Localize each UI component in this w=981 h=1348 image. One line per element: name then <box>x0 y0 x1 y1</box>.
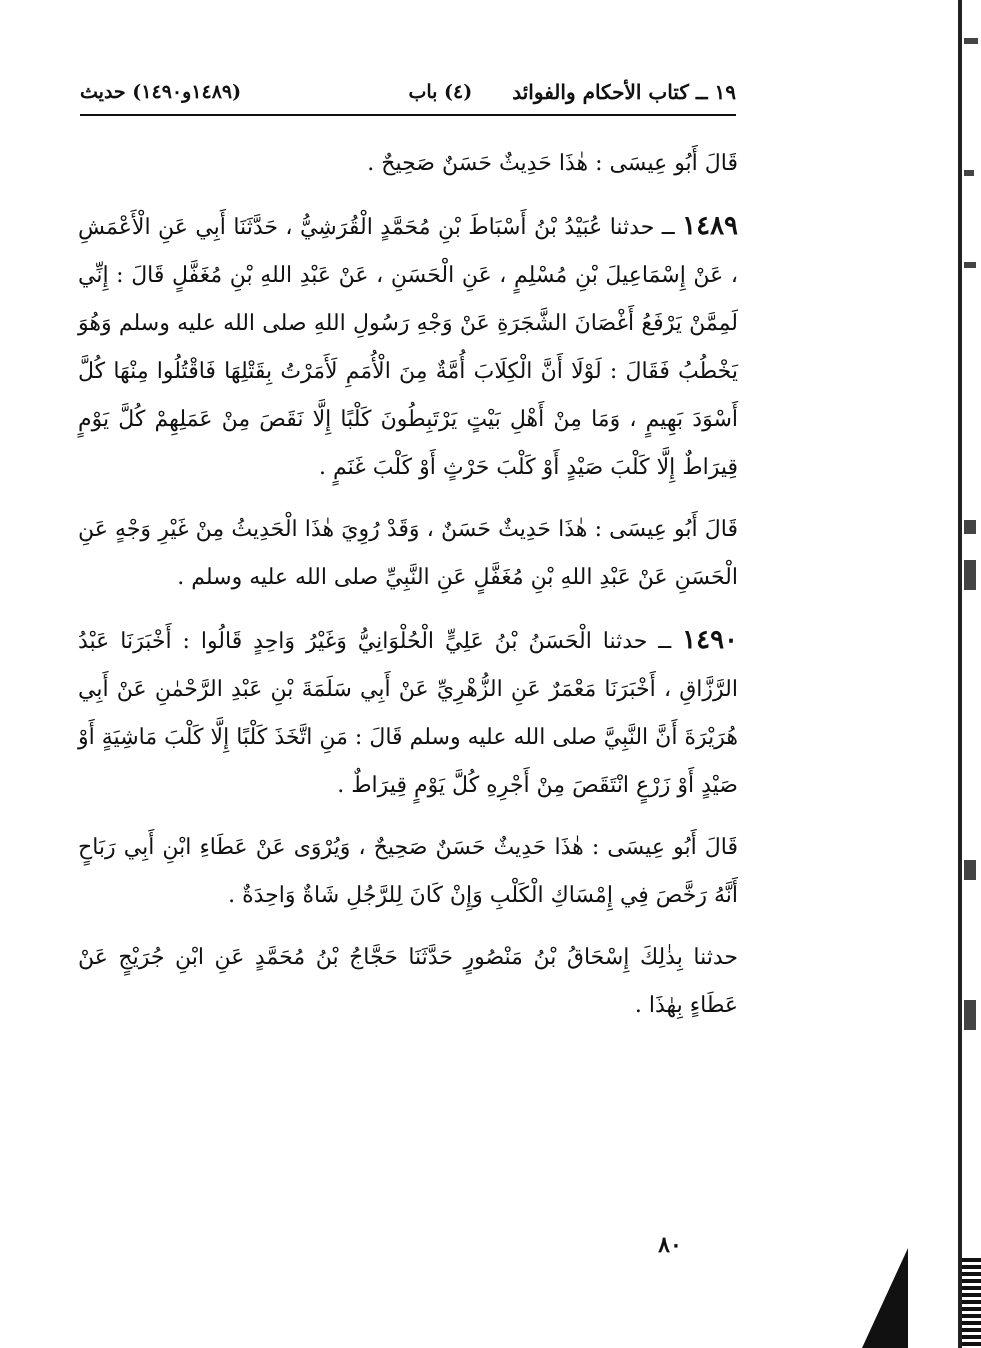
paragraph <box>78 140 738 188</box>
scan-edge-line <box>958 0 962 1348</box>
scan-mark <box>964 520 976 534</box>
paragraph-text: قَالَ أَبُو عِيسَى : هٰذَا حَدِيثٌ حَسَنٌ صَحِيحٌ ، وَيُرْوَى عَنْ عَطَاءِ ابْنِ أَبِي رَبَاحٍ أَنَّهُ رَخَّصَ فِي إِمْسَاكِ الْكَلْبِ وَإِنْ كَانَ لِلرَّجُلِ شَاةٌ وَاحِدَةٌ . <box>78 835 738 908</box>
chapter-label: (٤) باب <box>408 81 473 103</box>
hadith-paragraph <box>78 202 738 492</box>
scan-corner-shadow <box>862 1248 908 1348</box>
scan-mark <box>964 262 976 268</box>
paragraph <box>78 934 738 1030</box>
hadith-paragraph <box>78 616 738 810</box>
scan-mark <box>964 38 978 44</box>
paragraph-text: ــ حدثنا الْحَسَنُ بْنُ عَلِيٍّ الْحُلْوَانِيُّ وَغَيْرُ وَاحِدٍ قَالُوا : أَخْبَرَنَا عَبْدُ الرَّزَّاقِ ، أَخْبَرَنَا مَعْمَرٌ عَنِ الزُّهْرِيِّ عَنْ أَبِي سَلَمَةَ بْنِ عَبْدِ الرَّحْمٰنِ عَنْ أَبِي هُرَيْرَةَ أَنَّ النَّبِيَّ صلى الله عليه وسلم قَالَ : مَنِ اتَّخَذَ كَلْبًا إِلَّا كَلْبَ مَاشِيَةٍ أَوْ صَيْدٍ أَوْ زَرْعٍ انْتَقَصَ مِنْ أَجْرِهِ كُلَّ يَوْمٍ قِيرَاطٌ . <box>78 629 738 798</box>
paragraph-text: حدثنا بِذٰلِكَ إِسْحَاقُ بْنُ مَنْصُورٍ حَدَّثَنَا حَجَّاجُ بْنُ مُحَمَّدٍ عَنِ ابْنِ جُرَيْجٍ عَنْ عَطَاءٍ بِهٰذَا . <box>78 945 738 1018</box>
hadith-range: (١٤٨٩و١٤٩٠) حديث <box>80 81 242 103</box>
scan-mark <box>964 170 974 176</box>
book-title: ١٩ ــ كتاب الأحكام والفوائد <box>512 80 736 104</box>
paragraph <box>78 506 738 602</box>
paragraph <box>78 824 738 920</box>
paragraph-text: قَالَ أَبُو عِيسَى : هٰذَا حَدِيثٌ حَسَنٌ صَحِيحٌ . <box>367 151 738 176</box>
paragraph-text: ــ حدثنا عُبَيْدُ بْنُ أَسْبَاطَ بْنِ مُحَمَّدٍ الْقُرَشِيُّ ، حَدَّثَنَا أَبِي عَنِ الْأَعْمَشِ ، عَنْ إِسْمَاعِيلَ بْنِ مُسْلِمٍ ، عَنِ الْحَسَنِ ، عَنْ عَبْدِ اللهِ بْنِ مُغَفَّلٍ قَالَ : إِنِّي لَمِمَّنْ يَرْفَعُ أَغْصَانَ الشَّجَرَةِ عَنْ وَجْهِ رَسُولِ اللهِ صلى الله عليه وسلم وَهُوَ يَخْطُبُ فَقَالَ : لَوْلَا أَنَّ الْكِلَابَ أُمَّةٌ مِنَ الْأُمَمِ لَأَمَرْتُ بِقَتْلِهَا فَاقْتُلُوا مِنْهَا كُلَّ أَسْوَدَ بَهِيمٍ ، وَمَا مِنْ أَهْلِ بَيْتٍ يَرْتَبِطُونَ كَلْبًا إِلَّا نَقَصَ مِنْ عَمَلِهِمْ كُلَّ يَوْمٍ قِيرَاطٌ إِلَّا كَلْبَ صَيْدٍ أَوْ كَلْبَ حَرْثٍ أَوْ كَلْبَ غَنَمٍ . <box>78 215 738 480</box>
page-number: ٨٠ <box>658 1232 682 1258</box>
scan-mark <box>964 560 976 590</box>
scan-edge-block <box>962 1258 981 1348</box>
hadith-number: ١٤٩٠ <box>682 625 738 655</box>
header-divider <box>80 114 736 116</box>
paragraph-text: قَالَ أَبُو عِيسَى : هٰذَا حَدِيثٌ حَسَنٌ ، وَقَدْ رُوِيَ هٰذَا الْحَدِيثُ مِنْ غَيْرِ وَجْهٍ عَنِ الْحَسَنِ عَنْ عَبْدِ اللهِ بْنِ مُغَفَّلٍ عَنِ النَّبِيِّ صلى الله عليه وسلم . <box>78 517 738 590</box>
scan-mark <box>964 1000 976 1030</box>
scan-edge-artifact <box>946 0 981 1348</box>
hadith-number: ١٤٨٩ <box>682 211 738 241</box>
body-text <box>78 140 738 1044</box>
scan-mark <box>964 860 976 880</box>
page-header <box>80 70 736 114</box>
